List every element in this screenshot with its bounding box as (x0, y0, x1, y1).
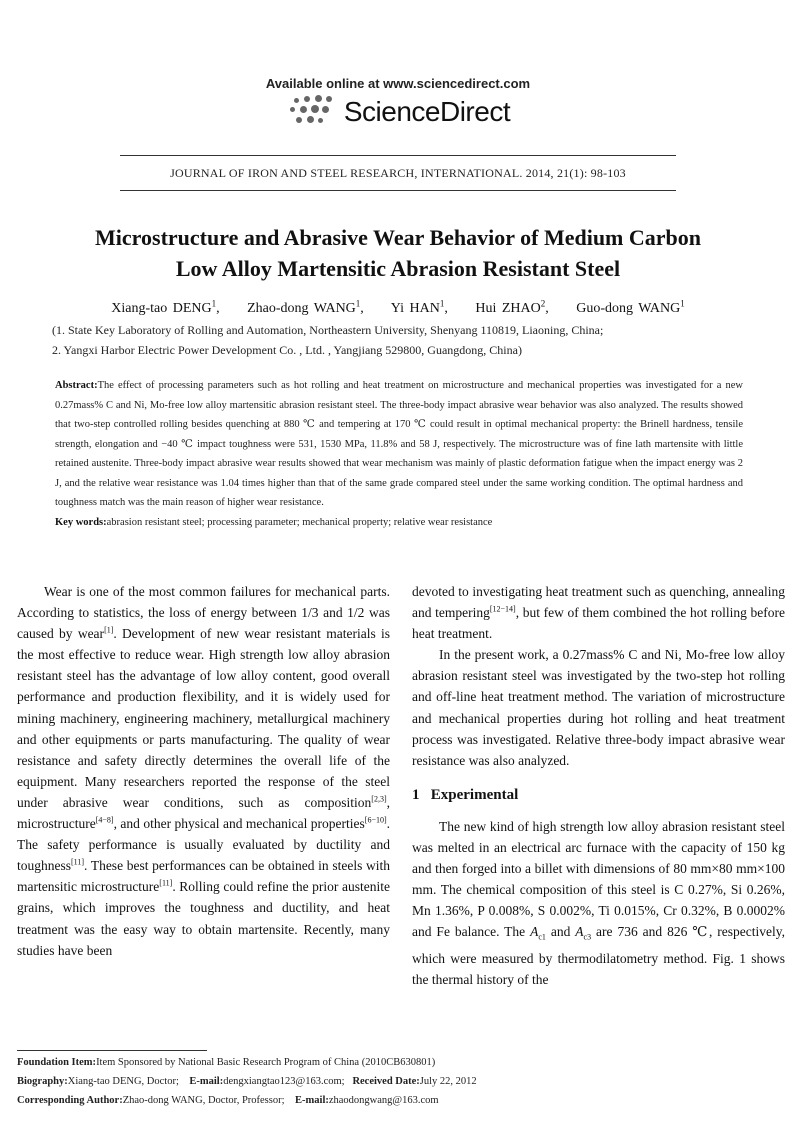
body-paragraph: The new kind of high strength low alloy abrasion resistant steel was melted in an electrical arc furnace with the capacity of 150 kg and then forged into a billet with dimensions of 80 mm×80 mm×100 mm. The chemical composition of this steel is C 0.27%, Si 0.26%, Mn 1.36%, P 0.008%, S 0.002%, Ti 0.015%, Cr 0.32%, B 0.0002% and Fe balance. The $A_{c1}$ and $A_{c3}$ are 736 and 826 ℃, respectively, which were measured by thermodilatometry method. Fig. 1 shows the thermal history of the (412, 818, 785, 988)
author: Yi HAN$^1$, (390, 298, 448, 316)
publisher-logo (0, 94, 796, 130)
availability-line: Available online at www.sciencedirect.com (265, 76, 531, 91)
article-title (40, 222, 756, 284)
abstract-text: Abstract:The effect of processing parameters such as hot rolling and heat treatment on microstructure and mechanical properties was investigated for a new 0.27mass% C and Ni, Mo-free low alloy martensitic abrasion resistant steel. The three-body impact abrasive wear behavior was also analyzed. The results showed that two-step controlled rolling besides quenching at 880 ℃ and tempering at 170 ℃ could result in optimal mechanical property: the Brinell hardness, tensile strength, elongation and −40 ℃ impact toughness were 531, 1530 MPa, 11.8% and 58 J, respectively. The microstructure was of fine lath martensite with little retained austenite. Three-body impact abrasive wear results showed that wear mechanism was mainly of plastic deformation fatigue when the impact energy was 2 J, and the relative wear resistance was 1.04 times higher than that of the same grade compared steel under the same working condition. The optimal hardness and toughness match was the main reason of higher wear resistance. (55, 380, 743, 508)
footnote-rule (17, 1050, 207, 1051)
affiliation-2: 2. Yangxi Harbor Electric Power Development Co. , Ltd. , Yangjiang 529800, Guangdong, China) (52, 343, 522, 357)
journal-citation: JOURNAL OF IRON AND STEEL RESEARCH, INTERNATIONAL. 2014, 21(1): 98-103 (170, 166, 626, 180)
author-list (40, 298, 756, 317)
citation: [2,3] (371, 794, 387, 804)
citation: [12−14] (489, 604, 516, 614)
right-column (412, 581, 785, 990)
body-paragraph: Wear is one of the most common failures for mechanical parts. According to statistics, the loss of energy between 1/3 and 1/2 was caused by wear[1]. Development of new wear resistant materials is the most effective to reduce wear. High strength low alloy abrasion resistant steel has the advantage of low alloy content, good overall performance and production flexibility, and it is widely used for mining machinery, engineering machinery, metallurgical machinery and other equipments or parts manufacturing. The quality of wear resistance and safety directly determines the overall life of the equipment. Many researchers reported the response of the steel under abrasive wear conditions, such as composition[2,3], microstructure[4−8], and other physical and mechanical properties[6−10]. The safety performance is usually evaluated by ductility and toughness[11]. These best performances can be obtained in steels with martensitic microstructure[11]. Rolling could refine the prior austenite grains, which improves the toughness and ductility, and heat treatment was the easy way to obtain martensite. Recently, many studies have been (17, 584, 390, 958)
affiliation-1: (1. State Key Laboratory of Rolling and Automation, Northeastern University, Shenyang 110819, Liaoning, China; (52, 323, 604, 337)
keywords: Key words:abrasion resistant steel; processing parameter; mechanical property; relative wear resistance (55, 516, 493, 528)
header-rule-top (120, 155, 676, 156)
citation: [11] (159, 878, 173, 888)
author: Xiang-tao DENG$^1$, (111, 298, 220, 316)
author: Hui ZHAO$^2$, (475, 298, 549, 316)
footnote-biography: Biography:Xiang-tao DENG, Doctor; E-mail:dengxiangtao123@163.com; Received Date:July 22, 2012 (17, 1076, 477, 1087)
body-paragraph: devoted to investigating heat treatment such as quenching, annealing and tempering[12−14], but few of them combined the hot rolling before heat treatment. (412, 584, 785, 642)
logo-dots-icon (286, 94, 336, 130)
citation: [11] (71, 857, 85, 867)
author: Zhao-dong WANG$^1$, (247, 298, 364, 316)
section-heading: 1 Experimental (412, 786, 519, 803)
left-column (17, 581, 390, 961)
title-line-1: Microstructure and Abrasive Wear Behavior of Medium Carbon (95, 225, 701, 250)
title-line-2: Low Alloy Martensitic Abrasion Resistant Steel (175, 256, 621, 281)
citation: [1] (104, 625, 114, 635)
logo-text: ScienceDirect (343, 96, 511, 127)
footnote-foundation: Foundation Item:Item Sponsored by National Basic Research Program of China (2010CB630801) (17, 1057, 436, 1068)
citation: [4−8] (95, 815, 114, 825)
author: Guo-dong WANG$^1$ (576, 298, 685, 316)
citation: [6−10] (364, 815, 387, 825)
header-rule-bottom (120, 190, 676, 191)
body-paragraph: In the present work, a 0.27mass% C and Ni, Mo-free low alloy abrasion resistant steel was investigated by the two-step hot rolling and off-line heat treatment method. The variation of microstructure and mechanical properties during hot rolling and heat treatment process was investigated. Relative three-body impact abrasive wear resistance was also analyzed. (412, 647, 785, 768)
footnote-corresponding: Corresponding Author:Zhao-dong WANG, Doctor, Professor; E-mail:zhaodongwang@163.com (17, 1095, 439, 1106)
abstract-block (55, 376, 743, 532)
